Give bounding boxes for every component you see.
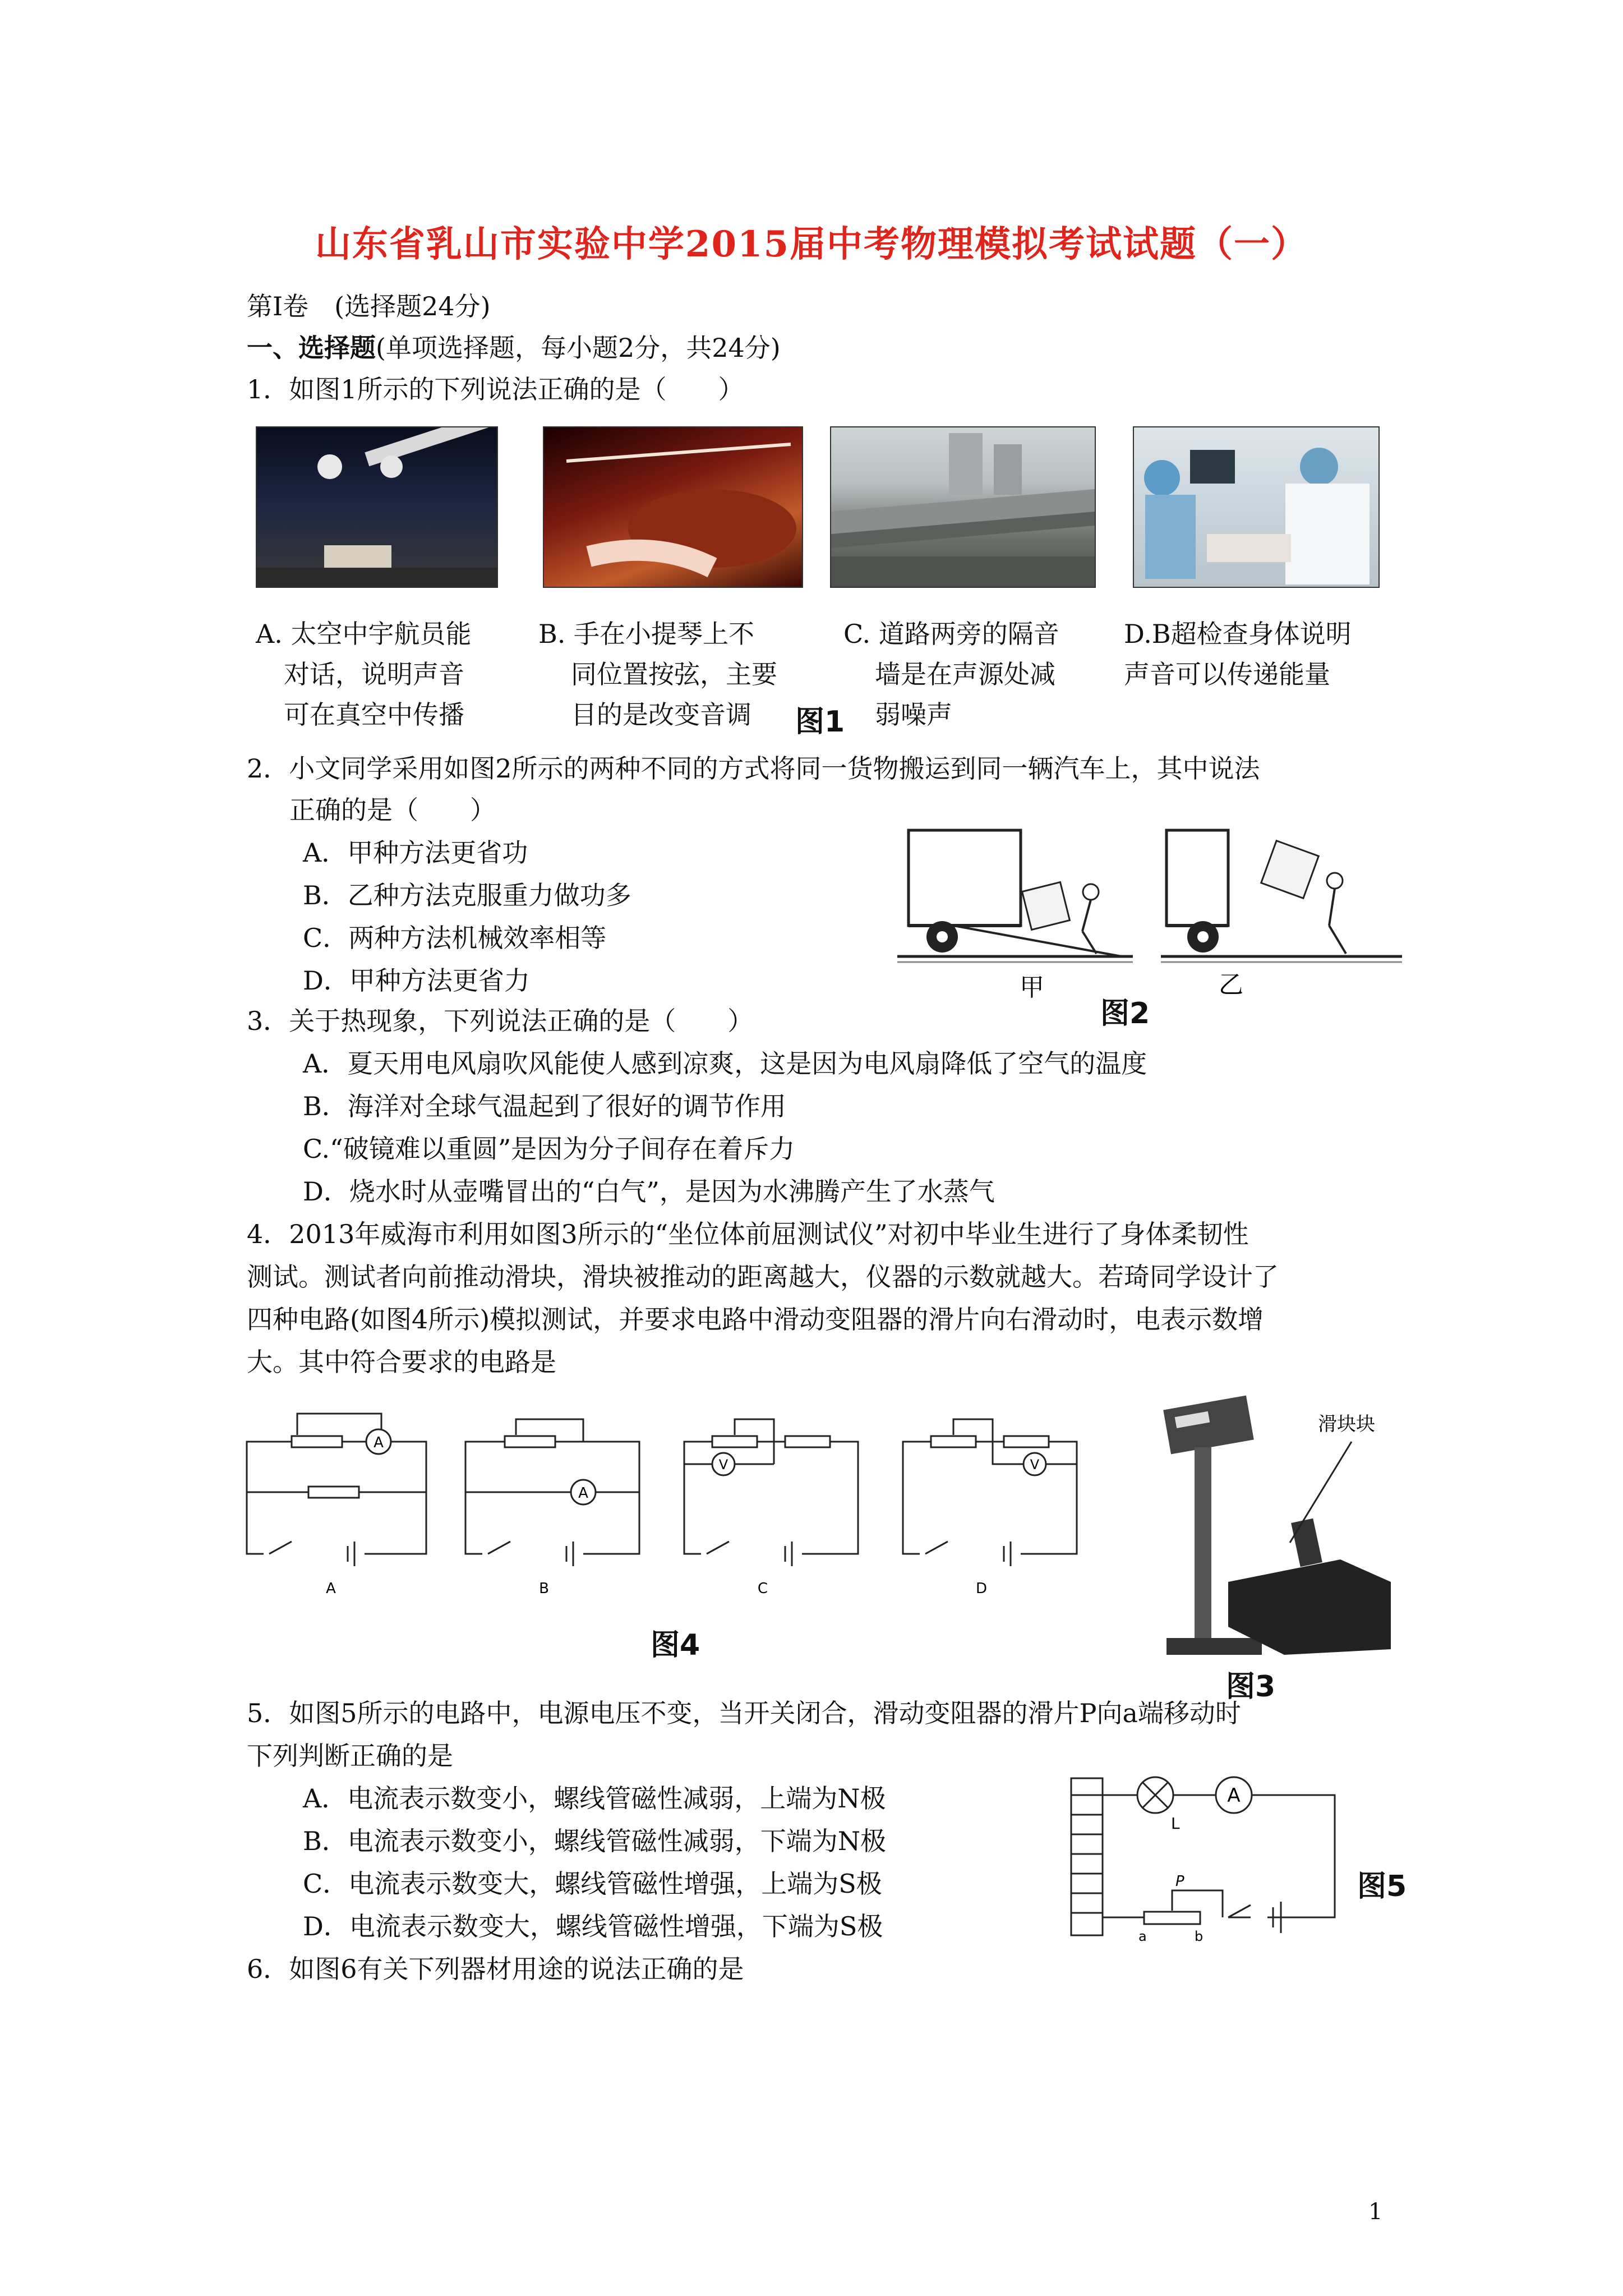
fig3-flexibility-tester: [1144, 1391, 1391, 1694]
circuit-a-meter: A: [374, 1434, 384, 1451]
caption-line: A. 太空中宇航员能: [256, 619, 472, 649]
q1-caption-c: [843, 614, 1059, 735]
photo-ultrasound: [1133, 426, 1380, 588]
fig2-loading-diagram: [897, 825, 1413, 1010]
label-a: a: [1138, 1929, 1147, 1944]
circuit-b-label: B: [539, 1580, 549, 1597]
q2-option-a: A．甲种方法更省功: [303, 838, 528, 868]
circuit-a: [247, 1414, 426, 1597]
q3-option-c: C.“破镜难以重圆”是因为分子间存在着斥力: [303, 1134, 795, 1164]
caption-line: 墙是在声源处减: [875, 659, 1055, 689]
q2-stem-1: 2．小文同学采用如图2所示的两种不同的方式将同一货物搬运到同一辆汽车上，其中说法: [247, 753, 1260, 784]
q2-option-b: B．乙种方法克服重力做功多: [303, 880, 631, 910]
label-b: b: [1195, 1929, 1204, 1944]
q4-line-2: 测试。测试者向前推动滑块，滑块被推动的距离越大，仪器的示数就越大。若琦同学设计了: [247, 1262, 1279, 1292]
caption-line: B. 手在小提琴上不: [538, 619, 755, 649]
q3-option-b: B．海洋对全球气温起到了很好的调节作用: [303, 1091, 786, 1121]
q3-stem: 3．关于热现象，下列说法正确的是（ ）: [247, 1006, 754, 1036]
circuit-c-meter: V: [718, 1457, 728, 1473]
caption-line: D.B超检查身体说明: [1124, 619, 1352, 649]
ammeter-label: A: [1227, 1784, 1241, 1807]
fig5-label: 图5: [1357, 1870, 1407, 1903]
section-label: 一、选择题: [247, 333, 376, 363]
fig5-circuit: [1060, 1767, 1352, 1947]
q5-stem-1: 5．如图5所示的电路中，电源电压不变，当开关闭合，滑动变阻器的滑片P向a端移动时: [247, 1698, 1241, 1728]
q6-stem: 6．如图6有关下列器材用途的说法正确的是: [247, 1954, 744, 1984]
circuit-d-meter: V: [1030, 1457, 1040, 1473]
q4-line-4: 大。其中符合要求的电路是: [247, 1347, 556, 1377]
q1-caption-b: [538, 614, 777, 735]
q1-caption-a: [256, 614, 471, 735]
rheostat: [1144, 1912, 1200, 1924]
slider-label: 滑块块: [1318, 1413, 1375, 1435]
q5-option-b: B．电流表示数变小，螺线管磁性减弱，下端为N极: [303, 1826, 887, 1856]
truck-yi: [1161, 830, 1402, 962]
astronaut-image: [257, 427, 497, 587]
lamp-label: L: [1171, 1814, 1180, 1833]
caption-line: 同位置按弦，主要: [571, 659, 777, 689]
q4-line-3: 四种电路(如图4所示)模拟测试，并要求电路中滑动变阻器的滑片向右滑动时，电表示数增: [247, 1304, 1264, 1335]
circuit-d: [903, 1419, 1077, 1597]
violin-image: [544, 427, 802, 587]
circuit-b: [465, 1419, 639, 1597]
caption-line: 对话，说明声音: [284, 659, 464, 689]
truck-jia: [897, 830, 1133, 962]
ultrasound-image: [1134, 427, 1378, 587]
caption-line: 目的是改变音调: [571, 700, 751, 730]
q3-option-d: D．烧水时从壶嘴冒出的“白气”，是因为水沸腾产生了水蒸气: [303, 1176, 995, 1207]
circuit-a-label: A: [326, 1580, 336, 1597]
fig2-yi: 乙: [1219, 970, 1243, 999]
q5-option-c: C．电流表示数变大，螺线管磁性增强，上端为S极: [303, 1869, 882, 1899]
photo-sound-barrier: [830, 426, 1096, 588]
fig4-circuits: [241, 1408, 1116, 1644]
fig3-label: 图3: [1226, 1670, 1276, 1704]
q2-option-c: C．两种方法机械效率相等: [303, 923, 607, 953]
photo-astronauts: [256, 426, 498, 588]
circuit-c-label: C: [757, 1580, 768, 1597]
sound-barrier-image: [831, 427, 1095, 587]
fig2-label: 图2: [1100, 997, 1150, 1030]
photo-violin: [543, 426, 803, 588]
caption-line: 弱噪声: [875, 700, 952, 730]
section-note: (单项选择题，每小题2分，共24分): [376, 333, 781, 363]
caption-line: 可在真空中传播: [284, 700, 464, 730]
label-p: P: [1175, 1873, 1184, 1890]
q5-option-d: D．电流表示数变大，螺线管磁性增强，下端为S极: [303, 1911, 883, 1941]
q5-option-a: A．电流表示数变小，螺线管磁性减弱，上端为N极: [303, 1783, 886, 1814]
q1-caption-d: [1124, 614, 1352, 694]
q5-stem-2: 下列判断正确的是: [247, 1741, 453, 1771]
section-heading: [247, 331, 781, 365]
solenoid: [1071, 1778, 1103, 1935]
part-heading: 第Ⅰ卷 (选择题24分): [247, 291, 491, 321]
caption-line: C. 道路两旁的隔音: [843, 619, 1059, 649]
q3-option-a: A．夏天用电风扇吹风能使人感到凉爽，这是因为电风扇降低了空气的温度: [303, 1048, 1147, 1079]
caption-line: 声音可以传递能量: [1124, 659, 1330, 689]
fig1-label: 图1: [795, 705, 845, 739]
circuit-c: [684, 1419, 858, 1597]
q4-line-1: 4．2013年威海市利用如图3所示的“坐位体前屈测试仪”对初中毕业生进行了身体柔韧性: [247, 1219, 1249, 1249]
fig2-jia: 甲: [1020, 973, 1044, 1002]
fig4-label: 图4: [651, 1628, 700, 1662]
circuit-b-meter: A: [578, 1485, 588, 1502]
q1-stem: 1．如图1所示的下列说法正确的是（ ）: [247, 374, 744, 404]
page-title: 山东省乳山市实验中学2015届中考物理模拟考试试题（一）: [315, 223, 1308, 265]
q2-option-d: D．甲种方法更省力: [303, 965, 530, 996]
page-number: 1: [1368, 2199, 1383, 2225]
q2-stem-2: 正确的是（ ）: [289, 795, 496, 825]
circuit-d-label: D: [975, 1580, 988, 1597]
